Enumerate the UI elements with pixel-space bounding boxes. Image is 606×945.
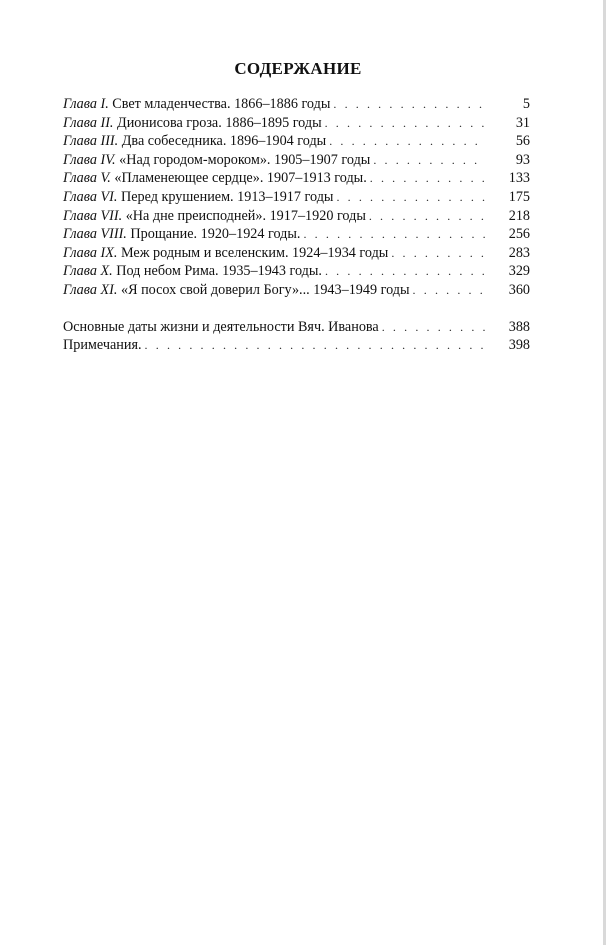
dot-leader: [373, 151, 486, 170]
chapter-text: «Я посох свой доверил Богу»... 1943–1949 годы: [120, 281, 410, 298]
toc-entry-chapter-5[interactable]: [63, 169, 530, 188]
toc-entry-title: Примечания.: [63, 337, 142, 354]
toc-entry-chapter-6[interactable]: [63, 188, 530, 207]
toc-entry-title: [63, 169, 367, 188]
page-number: 31: [515, 114, 530, 131]
toc-entry-chapter-1[interactable]: [63, 95, 530, 114]
toc-entry-chapter-10[interactable]: [63, 262, 530, 281]
dot-leader: [369, 207, 486, 226]
dot-leader: [145, 336, 486, 355]
chapter-text: «На дне преисподней». 1917–1920 годы: [125, 207, 366, 224]
chapter-label: Глава III.: [63, 133, 119, 150]
toc-entry-title: [63, 207, 366, 226]
dot-leader: [325, 114, 486, 133]
chapter-text: Перед крушением. 1913–1917 годы: [120, 188, 334, 205]
chapter-label: Глава I.: [63, 96, 109, 112]
page-number: 283: [508, 244, 530, 261]
toc-entry-title: [63, 281, 410, 300]
dot-leader: [391, 244, 486, 263]
page-number: 218: [508, 207, 530, 224]
chapter-label: Глава XI.: [63, 281, 118, 298]
toc-entry-title: [63, 225, 300, 244]
chapter-label: Глава IX.: [63, 244, 118, 261]
chapter-list: [63, 95, 530, 300]
chapter-text: Свет младенчества. 1866–1886 годы: [112, 96, 331, 112]
chapter-text: Меж родным и вселенским. 1924–1934 годы: [120, 244, 389, 261]
toc-entry-title: [63, 151, 370, 170]
toc-entry-chapter-3[interactable]: [63, 132, 530, 151]
page-number: 133: [508, 170, 530, 187]
toc-entry-chapter-9[interactable]: [63, 244, 530, 263]
page-number: 388: [508, 318, 530, 335]
toc-entry-chapter-8[interactable]: [63, 225, 530, 244]
page-number: 329: [508, 263, 530, 280]
table-of-contents: [63, 95, 530, 355]
dot-leader: [329, 132, 486, 151]
chapter-label: Глава IV.: [63, 151, 116, 168]
toc-entry-title: [63, 132, 326, 151]
dot-leader: [303, 225, 486, 244]
toc-entry-chapter-11[interactable]: [63, 281, 530, 300]
toc-entry-chapter-4[interactable]: [63, 151, 530, 170]
chapter-label: Глава X.: [63, 263, 113, 280]
toc-entry-notes[interactable]: [63, 336, 530, 355]
appendix-list: [63, 318, 530, 355]
toc-entry-title: [63, 244, 388, 263]
chapter-text: «Над городом-мороком». 1905–1907 годы: [119, 151, 371, 168]
page-number: 56: [515, 133, 530, 150]
page-number: 398: [508, 337, 530, 354]
toc-entry-title: [63, 188, 333, 207]
chapter-label: Глава VI.: [63, 188, 118, 205]
chapter-text: Прощание. 1920–1924 годы.: [130, 226, 301, 243]
dot-leader: [336, 188, 486, 207]
chapter-label: Глава VII.: [63, 207, 123, 224]
dot-leader: [370, 169, 486, 188]
toc-entry-chronology[interactable]: [63, 318, 530, 337]
chapter-label: Глава II.: [63, 114, 114, 131]
page-number: 93: [515, 151, 530, 168]
dot-leader: [382, 318, 486, 337]
chapter-text: «Пламенеющее сердце». 1907–1913 годы.: [114, 170, 367, 187]
toc-entry-title: [63, 95, 330, 114]
chapter-text: Под небом Рима. 1935–1943 годы.: [116, 263, 322, 280]
page-title: СОДЕРЖАНИЕ: [234, 59, 362, 78]
page-number: 5: [522, 96, 530, 112]
page-number: 360: [508, 281, 530, 298]
dot-leader: [413, 281, 486, 300]
dot-leader: [333, 95, 486, 114]
chapter-label: Глава VIII.: [63, 226, 127, 243]
chapter-text: Дионисова гроза. 1886–1895 годы: [117, 114, 322, 131]
chapter-label: Глава V.: [63, 170, 111, 187]
toc-entry-chapter-2[interactable]: [63, 114, 530, 133]
page-number: 256: [508, 226, 530, 243]
toc-entry-chapter-7[interactable]: [63, 207, 530, 226]
toc-entry-title: Основные даты жизни и деятельности Вяч. Иванова: [63, 318, 379, 335]
dot-leader: [325, 262, 486, 281]
chapter-text: Два собеседника. 1896–1904 годы: [121, 133, 327, 150]
toc-entry-title: [63, 262, 322, 281]
toc-entry-title: [63, 114, 322, 133]
page-number: 175: [508, 188, 530, 205]
